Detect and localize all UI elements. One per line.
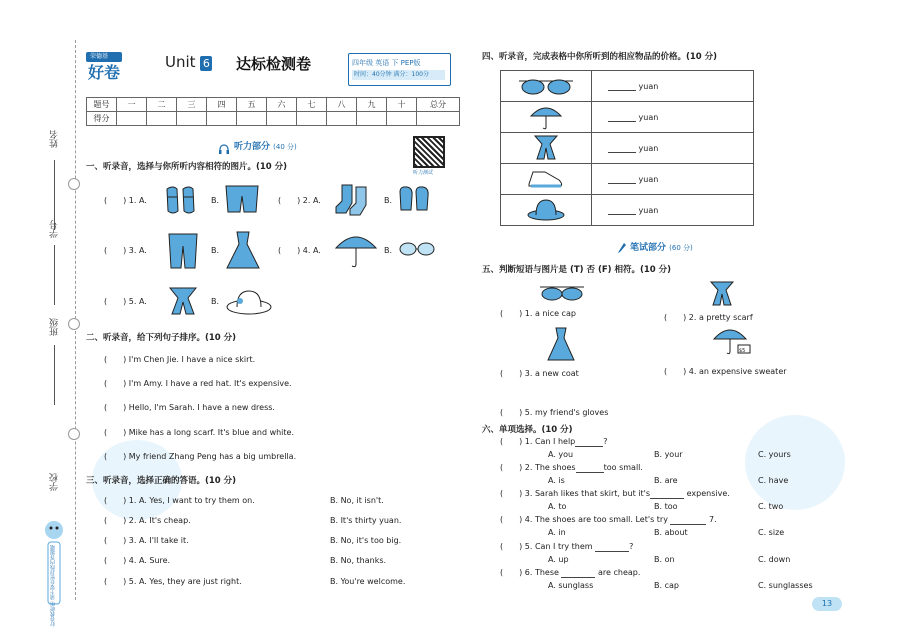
time-info: 时间：40分钟 满分：100分: [354, 71, 429, 78]
q1-item-b: B.: [384, 196, 393, 205]
q5-item: ( ) 1. a nice cap: [500, 309, 576, 318]
q3-option-a: ( ) 4. A. Sure.: [104, 556, 171, 565]
q2-item: ( ) My friend Zhang Peng has a big umbrella.: [104, 452, 297, 461]
shoes-icon: [501, 164, 591, 192]
q1-item-b: B.: [384, 246, 393, 255]
q6-option-c: C. down: [758, 555, 791, 564]
q6-question: ( ) 4. The shoes are too small. Let's try 7.: [500, 515, 717, 524]
q6-option-a: A. is: [548, 476, 565, 485]
price-table: [500, 70, 754, 226]
umbrella-icon: [501, 102, 591, 130]
pants-icon: [165, 232, 201, 274]
price-row-image: [501, 164, 592, 195]
price-cell[interactable]: yuan: [592, 102, 754, 133]
binding-hole: [68, 428, 80, 440]
q1-item-prefix: ( ) 4. A.: [278, 246, 321, 255]
q6-option-a: A. in: [548, 528, 566, 537]
q6-option-c: C. size: [758, 528, 785, 537]
q3-option-a: ( ) 1. A. Yes, I want to try them on.: [104, 496, 255, 505]
score-cell: 得分: [87, 112, 117, 126]
score-header: 十: [387, 98, 417, 112]
mittens-icon: [397, 184, 431, 220]
q5-item: ( ) 4. an expensive sweater: [664, 367, 787, 376]
watermark-logo: [745, 415, 845, 510]
score-header: 二: [147, 98, 177, 112]
socks-icon: [334, 183, 374, 221]
q6-question: ( ) 6. These are cheap.: [500, 568, 641, 577]
brand-logo: 荣德基 好卷: [88, 53, 121, 82]
score-cell[interactable]: [147, 112, 177, 126]
score-header: 一: [117, 98, 147, 112]
slogan-text: 好卷教研组 请不要在密封线内答题哦: [50, 545, 56, 627]
q2-item: ( ) I'm Amy. I have a red hat. It's expensive.: [104, 379, 292, 388]
q6-question: ( ) 5. Can I try them ?: [500, 542, 634, 551]
q5-item: ( ) 5. my friend's gloves: [500, 408, 609, 417]
shorts-icon: [223, 184, 261, 218]
q6-option-b: B. are: [654, 476, 678, 485]
score-header: 总分: [417, 98, 460, 112]
binding-hole: [68, 318, 80, 330]
qr-code[interactable]: [413, 136, 445, 168]
headphones-icon: [218, 139, 230, 149]
score-header: 七: [297, 98, 327, 112]
score-cell[interactable]: [237, 112, 267, 126]
price-row-image: [501, 102, 592, 133]
q6-option-c: C. two: [758, 502, 784, 511]
q6-option-c: C. sunglasses: [758, 581, 813, 590]
q6-option-b: B. on: [654, 555, 675, 564]
student-no-line[interactable]: [54, 245, 55, 305]
pen-icon: [617, 239, 627, 251]
q3-heading: 三、听录音，选择正确的答语。(10 分): [86, 476, 237, 486]
unit-number: 6: [200, 56, 212, 71]
q3-option-b: B. No, it's too big.: [330, 536, 402, 545]
score-header: 四: [207, 98, 237, 112]
q3-option-a: ( ) 2. A. It's cheap.: [104, 516, 191, 525]
writing-title: 笔试部分 (60 分): [630, 243, 693, 253]
price-cell[interactable]: yuan: [592, 164, 754, 195]
score-cell[interactable]: [267, 112, 297, 126]
hat-icon: [225, 287, 273, 319]
q6-option-b: B. your: [654, 450, 683, 459]
price-cell[interactable]: yuan: [592, 133, 754, 164]
q6-option-a: A. up: [548, 555, 569, 564]
score-cell[interactable]: [297, 112, 327, 126]
q4-heading: 四、听录音，完成表格中你所听到的相应物品的价格。(10 分): [482, 52, 718, 62]
q6-question: ( ) 3. Sarah likes that skirt, but it's expensive.: [500, 489, 730, 498]
q1-item-b: B.: [211, 196, 220, 205]
score-header: 八: [327, 98, 357, 112]
class-line[interactable]: [54, 345, 55, 405]
score-header: 九: [357, 98, 387, 112]
q6-question: ( ) 1. Can I help ?: [500, 437, 608, 446]
q1-item-b: B.: [211, 246, 220, 255]
page-number: 13: [812, 597, 842, 611]
score-table: [86, 97, 460, 126]
q1-item-prefix: ( ) 2. A.: [278, 196, 321, 205]
sunglasses-icon: [501, 71, 591, 99]
page-title: 达标检测卷: [236, 55, 312, 73]
price-cell[interactable]: yuan: [592, 71, 754, 102]
hat-icon: [501, 195, 591, 223]
q6-heading: 六、单项选择。(10 分): [482, 425, 573, 435]
binding-hole: [68, 178, 80, 190]
school-label: 学校: [50, 473, 60, 491]
q6-option-b: B. about: [654, 528, 688, 537]
score-cell[interactable]: [357, 112, 387, 126]
price-tag: $5: [739, 348, 746, 354]
q6-option-a: A. to: [548, 502, 567, 511]
q3-option-b: B. You're welcome.: [330, 577, 406, 586]
score-cell[interactable]: [207, 112, 237, 126]
class-label: 班级: [50, 318, 60, 336]
dress-icon: [547, 326, 575, 366]
q6-option-a: A. sunglass: [548, 581, 594, 590]
sunglasses-icon: [536, 282, 588, 308]
listening-title: 听力部分 (40 分): [234, 142, 297, 152]
q2-heading: 二、听录音，给下列句子排序。(10 分): [86, 333, 237, 343]
q2-item: ( ) Hello, I'm Sarah. I have a new dress.: [104, 403, 275, 412]
q3-option-a: ( ) 5. A. Yes, they are just right.: [104, 577, 242, 586]
q6-option-a: A. you: [548, 450, 574, 459]
q2-item: ( ) Mike has a long scarf. It's blue and white.: [104, 428, 295, 437]
q1-item-b: B.: [211, 297, 220, 306]
price-cell[interactable]: yuan: [592, 195, 754, 226]
q3-option-b: B. It's thirty yuan.: [330, 516, 402, 525]
q5-heading: 五、判断短语与图片是 (T) 否 (F) 相符。(10 分): [482, 265, 672, 275]
q3-option-a: ( ) 3. A. I'll take it.: [104, 536, 189, 545]
score-cell[interactable]: [117, 112, 147, 126]
goggles-icon: [397, 240, 441, 262]
price-row-image: [501, 71, 592, 102]
q5-item: ( ) 2. a pretty scarf: [664, 313, 753, 322]
scarf-icon: [501, 133, 591, 161]
q6-option-c: C. yours: [758, 450, 791, 459]
q3-option-b: B. No, thanks.: [330, 556, 387, 565]
student-no-label: 学号: [50, 220, 60, 238]
q1-item-prefix: ( ) 3. A.: [104, 246, 147, 255]
score-header: 三: [177, 98, 207, 112]
grade-info: 四年级 英语 下 PEP版: [352, 59, 421, 67]
score-cell[interactable]: [387, 112, 417, 126]
umbrella-icon: [712, 325, 752, 361]
score-cell[interactable]: [177, 112, 207, 126]
scarf-icon: [164, 284, 202, 320]
q6-option-b: B. cap: [654, 581, 679, 590]
qr-label: 听力测试: [413, 170, 434, 176]
q3-option-b: B. No, it isn't.: [330, 496, 384, 505]
score-header: 六: [267, 98, 297, 112]
q2-item: ( ) I'm Chen Jie. I have a nice skirt.: [104, 355, 256, 364]
dress-icon: [225, 230, 261, 274]
umbrella-icon: [334, 232, 378, 274]
q5-item: ( ) 3. a new coat: [500, 369, 579, 378]
price-row-image: [501, 195, 592, 226]
unit-label: Unit 6: [165, 54, 212, 71]
score-cell[interactable]: [327, 112, 357, 126]
q1-heading: 一、听录音，选择与你所听内容相符的图片。(10 分): [86, 162, 288, 172]
q1-item-prefix: ( ) 1. A.: [104, 196, 147, 205]
score-header: 题号: [87, 98, 117, 112]
name-label: 姓名: [50, 130, 60, 148]
score-cell[interactable]: [417, 112, 460, 126]
score-header: 五: [237, 98, 267, 112]
q6-option-c: C. have: [758, 476, 789, 485]
price-row-image: [501, 133, 592, 164]
q6-question: ( ) 2. The shoes too small.: [500, 463, 643, 472]
q6-option-b: B. too: [654, 502, 678, 511]
scarf-icon: [707, 279, 737, 311]
q1-item-prefix: ( ) 5. A.: [104, 297, 147, 306]
sandals-icon: [163, 183, 199, 221]
